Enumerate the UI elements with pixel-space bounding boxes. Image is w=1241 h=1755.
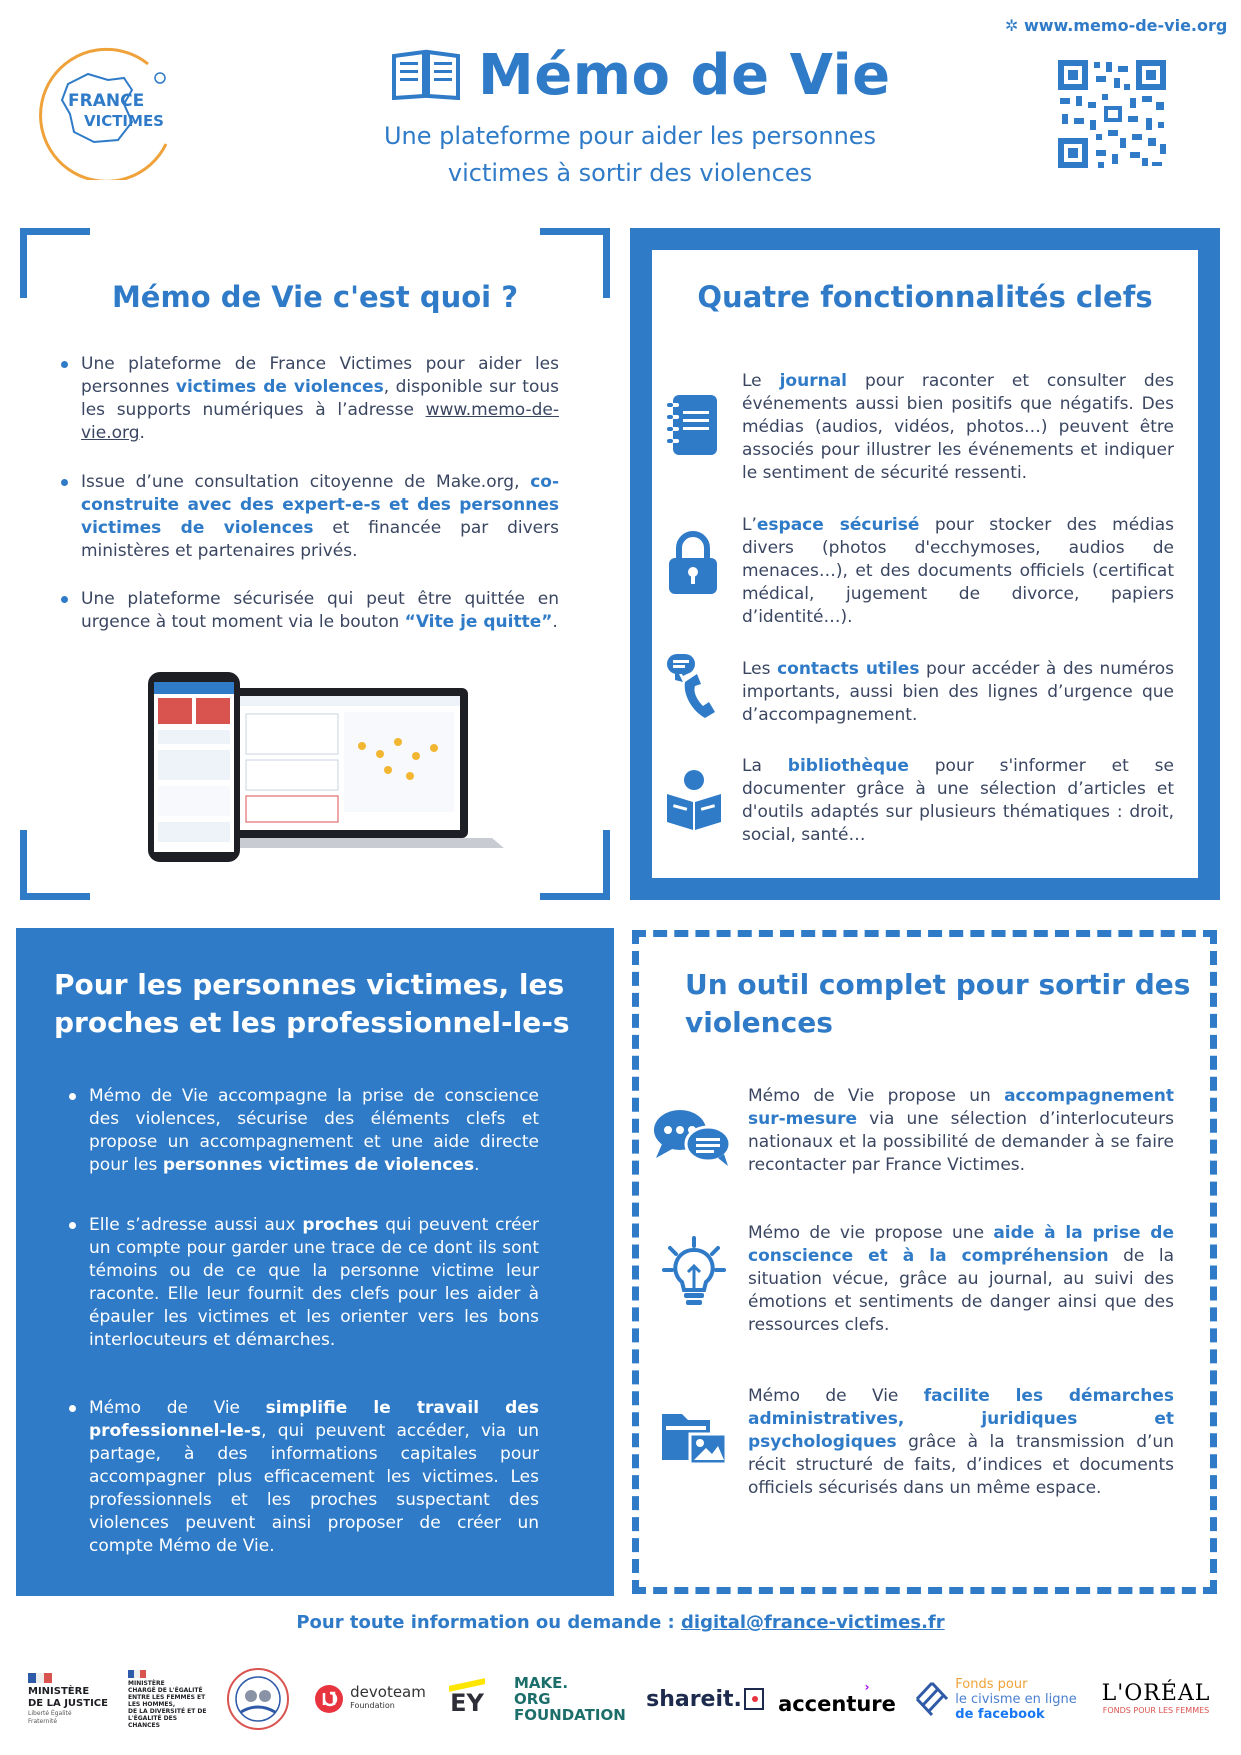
shareit-bracket-icon [744, 1688, 764, 1710]
lightbulb-icon [662, 1236, 726, 1310]
tool-item-procedures: Mémo de Vie facilite les démarches administratives, juridiques et psychologiques grâce à la transmission d’un récit structuré de faits, d’indices et documents officiels sécurisés dans un même espace. [748, 1386, 1174, 1498]
section-features-title: Quatre fonctionnalités clefs [697, 280, 1153, 314]
site-link[interactable]: www.memo-de-vie.org [81, 400, 559, 443]
phone-contact-icon [665, 654, 721, 726]
feature-library: La bibliothèque pour s'informer et se documenter grâce à une sélection d’articles et d'outils adaptés sur plusieurs thématiques : droit, social, santé… [742, 756, 1174, 845]
logo-loreal: L'ORÉAL FONDS POUR LES FEMMES [1101, 1681, 1211, 1715]
devices-mockup-icon [148, 672, 508, 868]
logo-devoteam: devoteam Foundation [310, 1666, 430, 1732]
qr-code-icon [1056, 58, 1168, 170]
subtitle-line2: victimes à sortir des violences [447, 159, 813, 187]
bullet-dot [69, 1093, 76, 1100]
logo-facebook-fund: Fonds pour le civisme en ligne de facebook [910, 1666, 1080, 1732]
open-book-icon [390, 48, 462, 100]
tool-item-support: Mémo de Vie propose un accompagnement sur-mesure via une sélection d’interlocuteurs nationaux et la possibilité de demander à se faire recontacter par France Victimes. [748, 1086, 1174, 1175]
accenture-chevron-icon: › [864, 1680, 870, 1694]
frame-corner-bottom-right [540, 830, 610, 900]
french-flag-icon [28, 1673, 52, 1683]
logo-ey: EY [444, 1666, 490, 1732]
section-people-title: Pour les personnes victimes, les proches et les professionnel-le-s [54, 968, 570, 1039]
chat-bubbles-icon [652, 1106, 732, 1168]
logo-seal [222, 1666, 294, 1732]
logo-line1: FRANCE [68, 91, 145, 111]
people-bullet-1: Mémo de Vie accompagne la prise de conscience des violences, sécurise des éléments clefs et propose un accompagnement et une aide directe pour les personnes victimes de violences. [89, 1085, 539, 1177]
website-link[interactable] [1005, 16, 1227, 35]
feature-secure-space: L’espace sécurisé pour stocker des médias divers (photos d'ecchymoses, audios de menaces…), et des documents officiels (certificat médical, jugement de divorce, papiers d’identité…). [742, 515, 1174, 627]
section-what-title: Mémo de Vie c'est quoi ? [111, 280, 519, 314]
people-bullet-3: Mémo de Vie simplifie le travail des professionnel-le-s, qui peuvent accéder, via un partage, à des informations capitales pour accompagner plus efficacement les victimes. Les professionnels et les proches suspectant des violences peuvent ainsi proposer de créer un compte Mémo de Vie. [89, 1397, 539, 1558]
bullet-dot [61, 479, 68, 486]
contact-label: Pour toute information ou demande : [296, 1612, 682, 1633]
website-url: www.memo-de-vie.org [1023, 16, 1228, 35]
feature-journal: Le journal pour raconter et consulter des événements aussi bien positifs que négatifs. Des médias (audios, vidéos, photos…) peuvent être associés pour illustrer les événements et indiquer le sentiment de sécurité ressenti. [742, 371, 1174, 483]
page-title: Mémo de Vie [478, 42, 891, 108]
people-bullet-2: Elle s’adresse aussi aux proches qui peuvent créer un compte pour garder une trace de ce dont ils sont témoins ou de ce que la personne victime leur raconte. Elle leur fournit des clefs pour les aider à épauler les victimes et les orienter vers les bons interlocuteurs et démarches. [89, 1214, 539, 1352]
sparkle-icon: ✲ [1005, 16, 1024, 35]
devices-illustration [148, 672, 508, 868]
padlock-icon [665, 530, 721, 596]
what-bullet-3: Une plateforme sécurisée qui peut être quittée en urgence à tout moment via le bouton “Vite je quitte”. [81, 588, 559, 634]
reader-library-icon [665, 768, 723, 832]
title-block [390, 40, 910, 110]
logo-accenture: › accenture [778, 1680, 896, 1716]
france-victimes-logo-icon [28, 44, 188, 180]
devoteam-icon [314, 1684, 344, 1714]
contact-line [0, 1612, 1241, 1633]
facebook-fund-icon [913, 1679, 951, 1719]
bullet-dot [69, 1222, 76, 1229]
what-bullet-2: Issue d’une consultation citoyenne de Make.org, co-construite avec des expert-e-s et des personnes victimes de violences et financée par divers ministères et partenaires privés. [81, 471, 559, 563]
subtitle-line1: Une plateforme pour aider les personnes [383, 122, 877, 150]
notebook-icon [665, 393, 721, 457]
page-subtitle [360, 118, 900, 192]
bullet-dot [69, 1405, 76, 1412]
logo-make-org: MAKE. ORG FOUNDATION [514, 1674, 626, 1724]
seal-icon [225, 1666, 291, 1732]
logo-ministere-justice: MINISTÈRE DE LA JUSTICE Liberté Égalité Fraternité [28, 1666, 112, 1732]
french-flag-icon [128, 1670, 146, 1678]
bullet-dot [61, 361, 68, 368]
section-tool-title: Un outil complet pour sortir des violences [685, 968, 1191, 1039]
logo-shareit: shareit. [646, 1666, 764, 1732]
frame-corner-bottom-left [20, 830, 90, 900]
logo-ministere-egalite: MINISTÈRE CHARGÉ DE L'ÉGALITÉ ENTRE LES FEMMES ET LES HOMMES, DE LA DIVERSITÉ ET DE L'ÉGALITÉ DES CHANCES [128, 1666, 208, 1732]
france-victimes-logo [28, 44, 188, 180]
bullet-dot [61, 596, 68, 603]
contact-email-link[interactable]: digital@france-victimes.fr [681, 1612, 945, 1633]
folder-image-icon [660, 1408, 728, 1466]
logo-line2: VICTIMES [84, 112, 164, 130]
feature-contacts: Les contacts utiles pour accéder à des numéros importants, aussi bien des lignes d’urgence que d’accompagnement. [742, 659, 1174, 725]
qr-code[interactable] [1056, 58, 1168, 174]
tool-item-awareness: Mémo de vie propose une aide à la prise de conscience et à la compréhension de la situation vécue, grâce au journal, au suivi des émotions et sentiments de danger ainsi que des ressources clefs. [748, 1223, 1174, 1335]
what-bullet-1: Une plateforme de France Victimes pour aider les personnes victimes de violences, disponible sur tous les supports numériques à l’adresse www.memo-de-vie.org. [81, 353, 559, 445]
